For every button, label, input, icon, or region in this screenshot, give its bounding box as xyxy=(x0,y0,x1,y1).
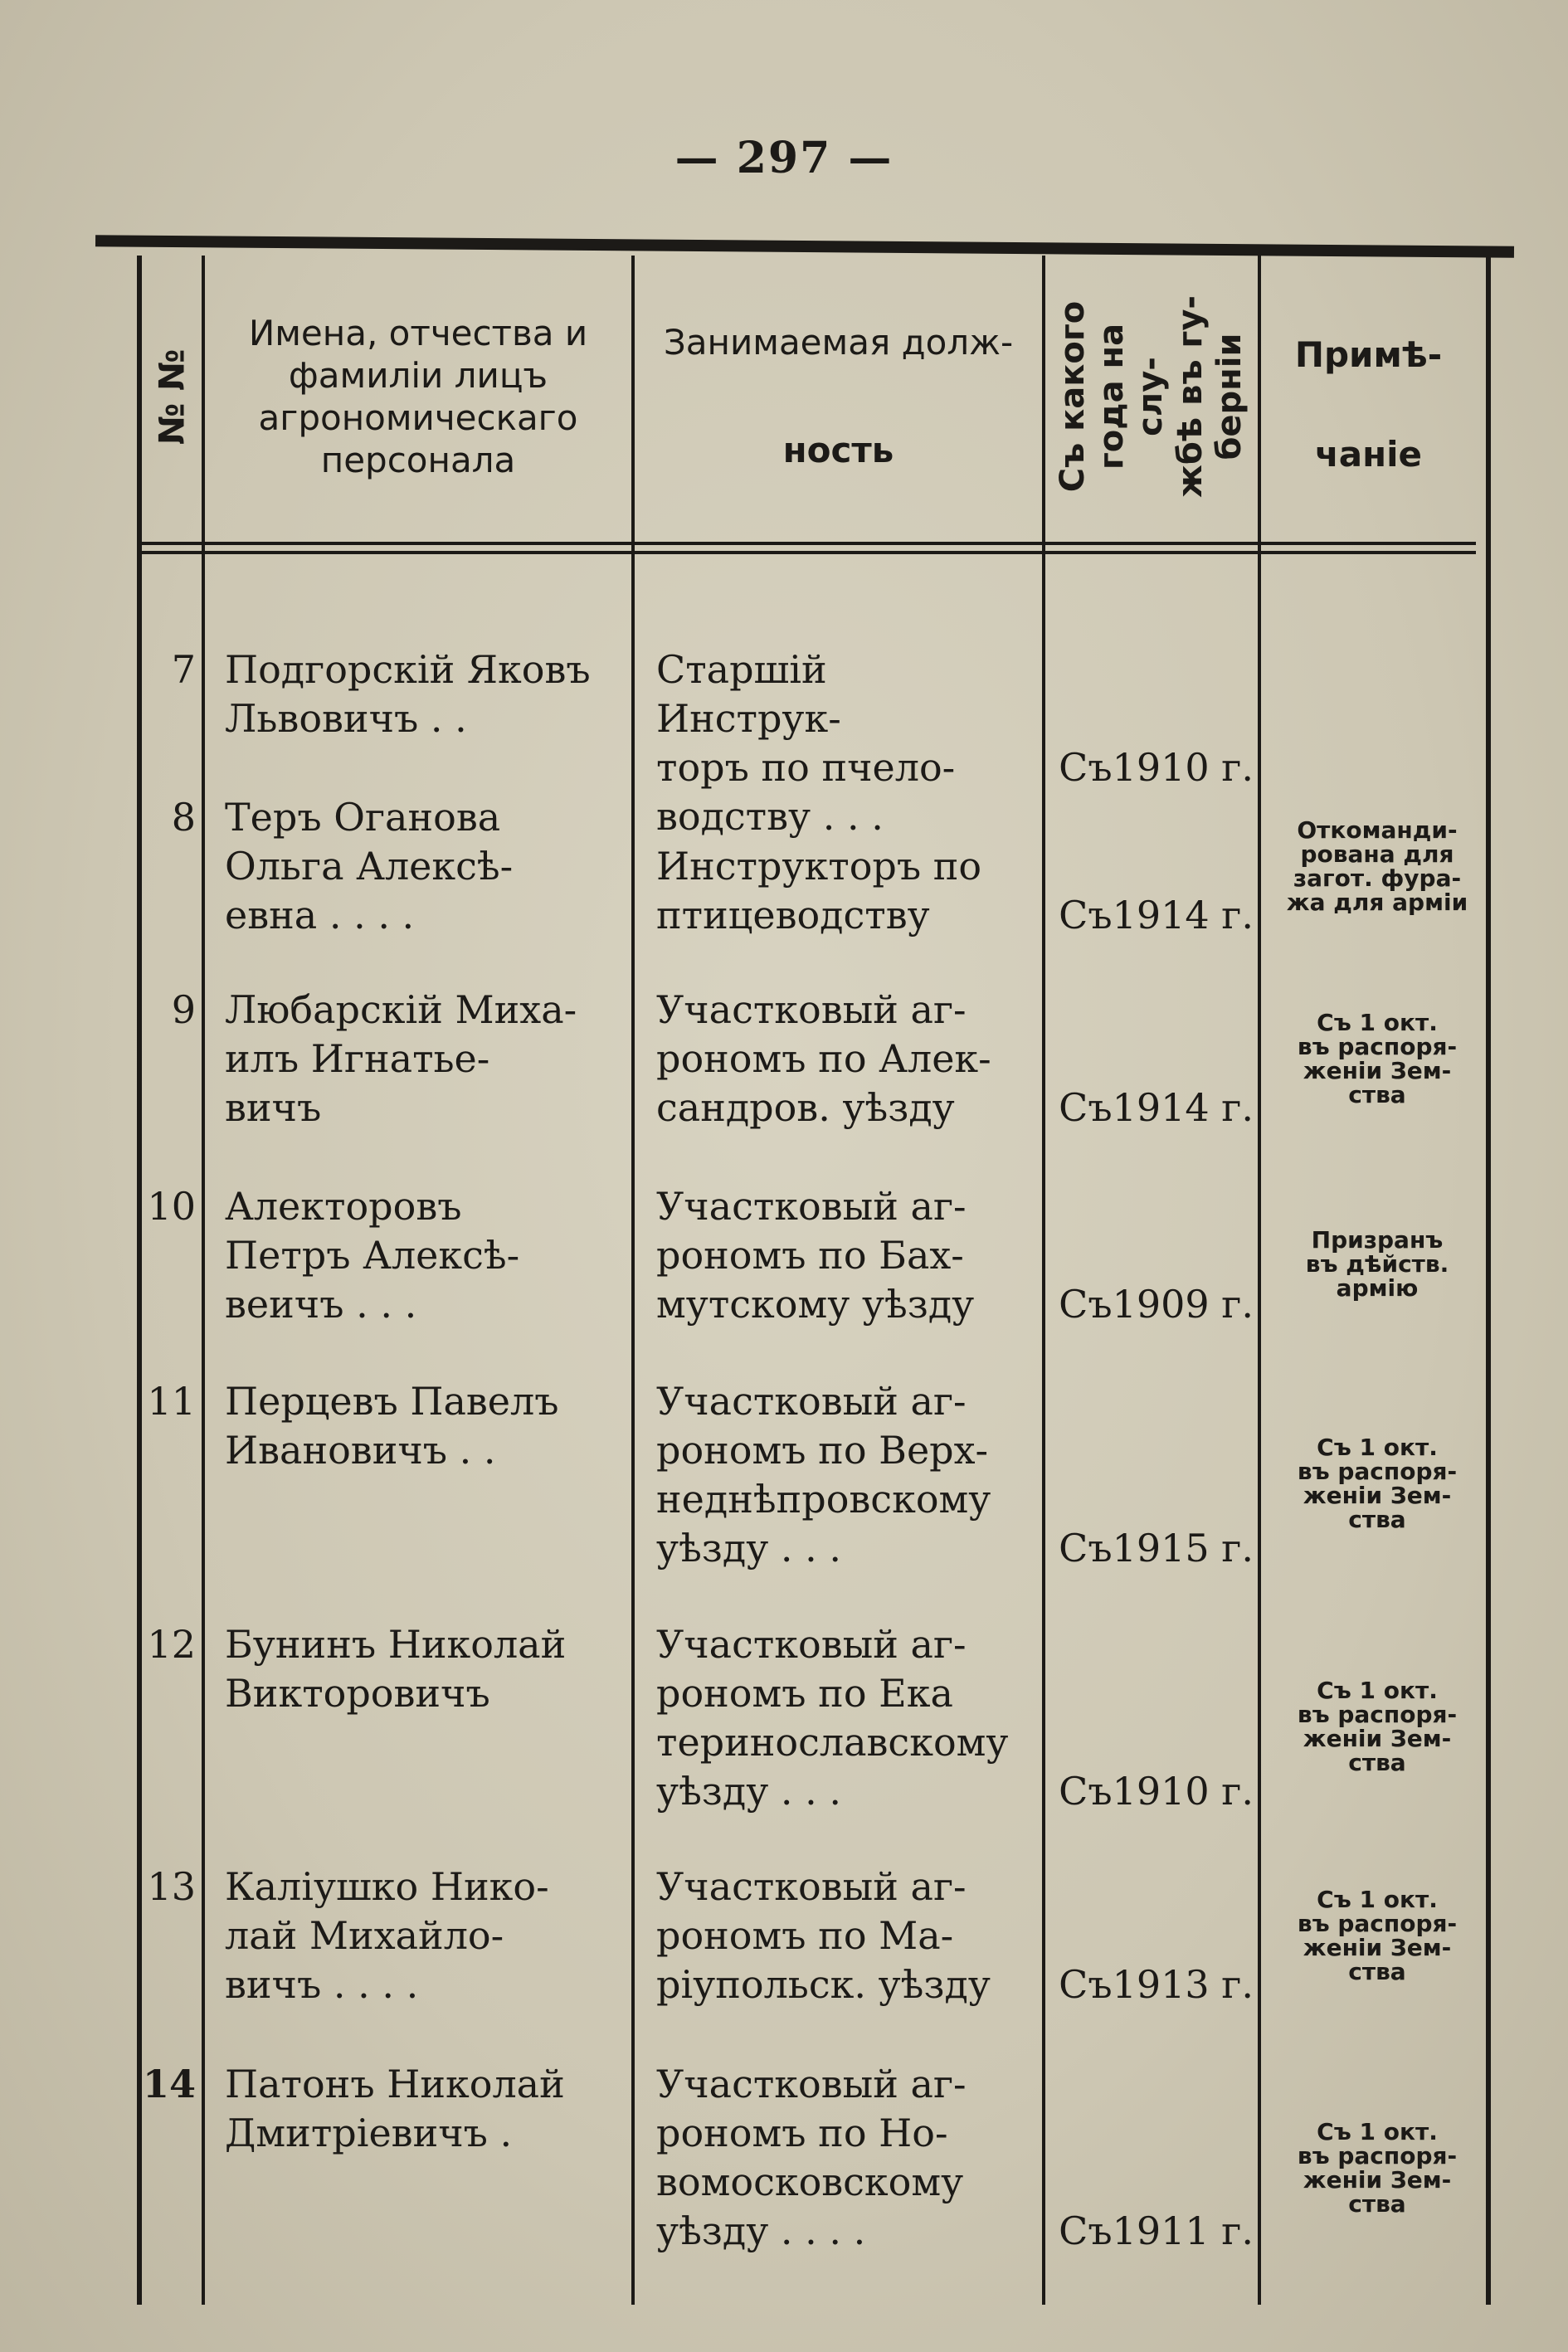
table-row xyxy=(142,1377,1476,1601)
row-number: 11 xyxy=(147,1379,196,1424)
remark: Съ 1 окт. въ распоря- женіи Зем- ства xyxy=(1297,1677,1458,1776)
person-name: Перцевъ Павелъ Ивановичъ . . xyxy=(225,1379,559,1473)
row-number: 7 xyxy=(171,647,196,692)
person-name: Бунинъ Николай Викторовичъ xyxy=(225,1622,567,1716)
service-year: Съ1914 г. xyxy=(1059,1085,1254,1130)
position-title: Участковый аг- рономъ по Алек- сандров. уѣзду xyxy=(656,987,991,1130)
remark: Призранъ въ дѣйств. армію xyxy=(1305,1226,1449,1302)
header-notes-line2: чаніе xyxy=(1314,434,1423,475)
person-name: Патонъ Николай Дмитріевичъ . xyxy=(225,2062,565,2155)
position-title: Участковый аг- рономъ по Ека теринославскому уѣзду . . . xyxy=(656,1622,1009,1814)
page-number: — 297 — xyxy=(674,133,894,183)
table-row xyxy=(142,1182,1476,1365)
row-number: 13 xyxy=(147,1864,196,1909)
row-number: 8 xyxy=(171,795,196,840)
person-name: Подгорскій Яковъ Львовичъ . . xyxy=(225,647,591,741)
top-rule xyxy=(95,235,1514,257)
row-number: 9 xyxy=(171,987,196,1032)
person-name: Теръ Оганова Ольга Алексѣ- евна . . . . xyxy=(225,795,514,937)
remark: Откоманди- рована для загот. фура- жа для арміи xyxy=(1286,816,1468,916)
service-year: Съ1915 г. xyxy=(1059,1526,1254,1570)
header-notes xyxy=(1261,256,1476,538)
header-position xyxy=(635,256,1042,538)
table-row xyxy=(142,793,1476,976)
remark: Съ 1 окт. въ распоря- женіи Зем- ства xyxy=(1297,1009,1458,1108)
position-title: Инструкторъ по птицеводству xyxy=(656,844,982,937)
header-number: № № xyxy=(151,348,192,445)
remark: Съ 1 окт. въ распоря- женіи Зем- ства xyxy=(1297,1886,1458,1985)
remark: Съ 1 окт. въ распоря- женіи Зем- ства xyxy=(1297,1434,1458,1533)
table-row xyxy=(142,986,1476,1168)
header-rule xyxy=(142,551,1476,554)
service-year: Съ1914 г. xyxy=(1059,893,1254,937)
position-title: Участковый аг- рономъ по Верх- неднѣпровскому уѣзду . . . xyxy=(656,1379,991,1570)
person-name: Алекторовъ Петръ Алексѣ- веичъ . . . xyxy=(225,1184,520,1327)
staff-table xyxy=(137,256,1491,2305)
header-year: Съ какого года на слу- жбѣ въ гу- берніи xyxy=(1054,295,1249,498)
header-notes-line1: Примѣ- xyxy=(1294,334,1443,375)
header-name: Имена, отчества и фамиліи лицъ агрономическаго персонала xyxy=(248,312,588,481)
service-year: Съ1911 г. xyxy=(1059,2208,1254,2253)
row-number: 12 xyxy=(147,1622,196,1667)
position-title: Участковый аг- рономъ по Но- вомосковскому уѣзду . . . . xyxy=(656,2062,967,2253)
service-year: Съ1910 г. xyxy=(1059,1769,1254,1814)
row-number: 14 xyxy=(142,2062,196,2106)
table-row xyxy=(142,1620,1476,1844)
person-name: Любарскій Миха- илъ Игнатье- вичъ xyxy=(225,987,577,1130)
table-row xyxy=(142,2060,1476,2284)
person-name: Каліушко Нико- лай Михайло- вичъ . . . . xyxy=(225,1864,549,2007)
header-position-line2: ность xyxy=(782,430,894,471)
header-rule xyxy=(142,542,1476,545)
service-year: Съ1909 г. xyxy=(1059,1282,1254,1327)
service-year: Съ1910 г. xyxy=(1059,745,1254,790)
table-row xyxy=(142,1863,1476,2045)
position-title: Участковый аг- рономъ по Бах- мутскому уѣзду xyxy=(656,1184,975,1327)
service-year: Съ1913 г. xyxy=(1059,1962,1254,2007)
position-title: Участковый аг- рономъ по Ма- ріупольск. уѣзду xyxy=(656,1864,991,2007)
remark: Съ 1 окт. въ распоря- женіи Зем- ства xyxy=(1297,2118,1458,2218)
position-title: Старшій Инструк- торъ по пчело- водству . . . xyxy=(656,647,956,839)
header-position-line1: Занимаемая долж- xyxy=(663,322,1014,363)
row-number: 10 xyxy=(147,1184,196,1229)
